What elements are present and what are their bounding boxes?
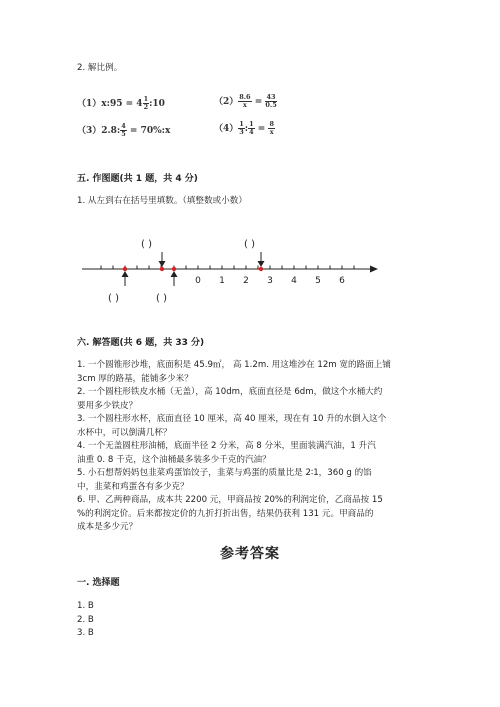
answer-item: 2. B bbox=[77, 614, 94, 625]
problem-number: （1） bbox=[77, 99, 102, 109]
question-line: 2. 一个圆柱形铁皮水桶（无盖），高 10dm，底面直径是 6dm，做这个水桶大约 bbox=[77, 387, 383, 397]
fraction-numerator: 1 bbox=[249, 120, 254, 128]
ratio-sign: : bbox=[244, 124, 249, 134]
down-arrow-1 bbox=[159, 252, 166, 267]
fraction bbox=[248, 121, 255, 136]
proportion-problem-2 bbox=[214, 94, 277, 109]
fraction-denominator: 4 bbox=[249, 128, 254, 136]
section-5-question-1: 1. 从左到右在括号里填数。（填整数或小数） bbox=[77, 196, 247, 206]
equals-sign: = bbox=[254, 97, 263, 107]
question-line: 4. 一个无盖圆柱形油桶，底面半径 2 分米，高 8 分米，里面装满汽油，1 升汽 bbox=[77, 441, 376, 451]
answer-item: 1. B bbox=[77, 601, 94, 611]
top-answer-paren-1: ( ) bbox=[141, 239, 152, 250]
point-marker-1 bbox=[123, 267, 127, 271]
problem-lhs: 2.8: bbox=[101, 126, 121, 136]
fraction-denominator: 3 bbox=[239, 128, 244, 136]
up-arrow-1 bbox=[122, 271, 129, 286]
fraction-denominator: x bbox=[269, 128, 274, 136]
question-line: 要用多少铁皮？ bbox=[77, 400, 138, 411]
fraction bbox=[268, 121, 275, 136]
axis-label-6: 6 bbox=[339, 276, 345, 286]
section-6-heading: 六. 解答题(共 6 题，共 33 分) bbox=[77, 338, 205, 348]
fraction bbox=[265, 94, 276, 109]
up-arrow-2 bbox=[171, 271, 178, 286]
fraction-numerator: 4 bbox=[121, 122, 126, 130]
fraction-numerator: 8.6 bbox=[239, 93, 251, 101]
question-line: 3. 一个圆柱形水杯，底面直径 10 厘米，高 40 厘米，现在有 10 升的水倒入这个 bbox=[77, 414, 387, 424]
equals-sign: = bbox=[257, 124, 266, 134]
question-line: 中，韭菜和鸡蛋各有多少克？ bbox=[77, 481, 189, 492]
question-line: 1. 一个圆锥形沙堆，底面积是 45.9㎡， 高 1.2m. 用这堆沙在 12m 宽的路面上铺 bbox=[77, 360, 391, 370]
problem-number: （2） bbox=[214, 97, 239, 107]
question-line: 5. 小石想帮妈妈包韭菜鸡蛋馅饺子，韭菜与鸡蛋的质量比是 2∶1，360 g 的馅 bbox=[77, 468, 372, 478]
fraction-denominator: 5 bbox=[121, 130, 126, 138]
proportion-problem-1 bbox=[77, 96, 165, 111]
proportion-problem-3 bbox=[77, 123, 170, 138]
top-answer-paren-2: ( ) bbox=[244, 239, 255, 250]
question-line: 3cm 厚的路基，能铺多少米？ bbox=[77, 373, 193, 384]
fraction-denominator: 0.5 bbox=[265, 101, 277, 109]
fraction-denominator: x bbox=[242, 101, 247, 109]
bottom-answer-paren-1: ( ) bbox=[108, 293, 119, 304]
axis-label-3: 3 bbox=[267, 276, 273, 286]
question-line: 油重 0. 8 千克，这个油桶最多装多少千克的汽油？ bbox=[77, 454, 271, 465]
axis-label-5: 5 bbox=[315, 276, 321, 286]
problem-rhs: :10 bbox=[149, 99, 165, 109]
fraction bbox=[238, 94, 251, 109]
axis-label-2: 2 bbox=[243, 276, 249, 286]
problem-lhs: x:95 = 4 bbox=[101, 99, 143, 109]
axis-label-1: 1 bbox=[219, 276, 225, 286]
fraction-numerator: 8 bbox=[269, 120, 275, 128]
proportion-problem-4 bbox=[214, 121, 275, 136]
answers-list bbox=[77, 600, 94, 641]
point-marker-4 bbox=[259, 267, 263, 271]
q2-heading: 2. 解比例。 bbox=[77, 63, 123, 73]
fraction-numerator: 43 bbox=[266, 93, 276, 101]
number-line-diagram bbox=[0, 230, 500, 310]
point-marker-3 bbox=[172, 267, 176, 271]
section-6-questions bbox=[77, 359, 437, 535]
question-line: %的利润定价。后来都按定价的九折打折出售，结果仍获利 131 元。甲商品的 bbox=[77, 508, 374, 519]
answers-title: 参考答案 bbox=[220, 546, 280, 562]
question-line: 6. 甲、乙两种商品，成本共 2200 元，甲商品按 20%的利润定价，乙商品按 15 bbox=[77, 495, 383, 505]
fraction-numerator: 1 bbox=[239, 120, 244, 128]
problem-number: （3） bbox=[77, 126, 102, 136]
bottom-answer-paren-2: ( ) bbox=[156, 293, 167, 304]
problem-number: （4） bbox=[214, 124, 239, 134]
down-arrow-2 bbox=[258, 252, 265, 267]
axis-ticks bbox=[101, 266, 354, 270]
fraction-denominator: 2 bbox=[143, 103, 149, 111]
axis-label-4: 4 bbox=[291, 276, 297, 286]
question-line: 成本是多少元？ bbox=[77, 522, 138, 532]
fraction-numerator: 1 bbox=[143, 95, 149, 103]
question-line: 水杯中，可以倒满几杯？ bbox=[77, 427, 172, 438]
axis-label-0: 0 bbox=[195, 276, 201, 286]
point-marker-2 bbox=[160, 267, 164, 271]
section-5-heading: 五. 作图题(共 1 题，共 4 分) bbox=[77, 174, 198, 184]
problem-rhs: = 70%:x bbox=[126, 126, 171, 136]
answers-section-1-heading: 一. 选择题 bbox=[77, 578, 120, 588]
axis-arrowhead bbox=[370, 266, 378, 273]
answer-item: 3. B bbox=[77, 628, 94, 638]
